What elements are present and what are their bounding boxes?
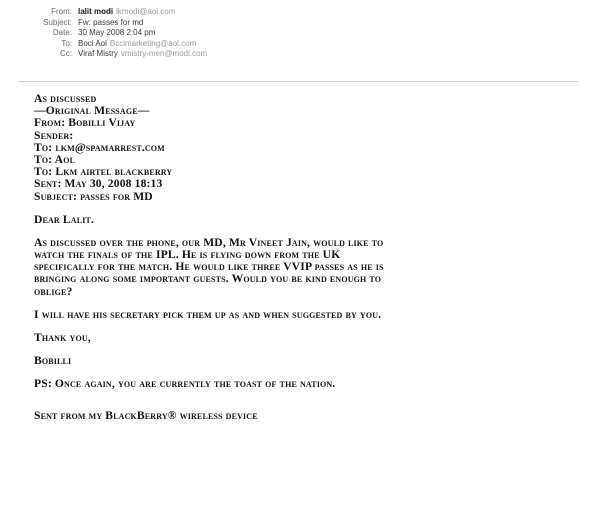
cc-label: Cc: [60,49,72,58]
email-body [34,93,574,422]
cc-name: Viraf Mistry [78,49,118,58]
from-row [18,7,578,18]
paragraph-1-line-4: bringing along some important guests. Would you be kind enough to [34,272,382,286]
signoff-name: Bobilli [34,354,72,368]
forwarded-sender: Sender: [34,128,74,142]
forwarded-subject: Subject: passes for MD [34,189,153,203]
date-label: Date: [52,28,72,37]
forwarded-to-2: To: Aol [34,152,76,166]
paragraph-1-line-1: As discussed over the phone, our MD, Mr Vineet Jain, would like to [34,235,384,249]
subject-row [18,18,578,29]
paragraph-2: I will have his secretary pick them up as and when suggested by you. [34,307,382,321]
forwarded-from: From: Bobilli Vijay [34,116,136,130]
to-email: Bccimarketing@aol.com [109,38,197,48]
forwarded-to-1: To: lkm@spamarrest.com [34,140,165,154]
email-header [18,7,578,60]
subject-label: Subject: [43,17,72,27]
to-row [18,39,578,50]
date-value: 30 May 2008 2:04 pm [78,28,156,37]
original-message-marker: —Original Message— [34,104,150,118]
device-footer: Sent from my BlackBerry® wireless device [34,408,258,422]
from-name: lalit modi [78,7,114,16]
to-name: Boci Aol [78,38,107,48]
header-divider [18,81,578,82]
cc-row [18,49,578,60]
postscript: PS: Once again, you are currently the toast of the nation. [34,377,336,391]
date-row [18,28,578,39]
forwarded-to-3: To: Lkm airtel blackberry [34,165,173,179]
cc-email: vmistry-men@modi.com [120,49,208,58]
subject-value: Fw: passes for md [78,17,144,27]
body-line-as-discussed: As discussed [34,92,97,105]
paragraph-1-line-5: oblige? [34,284,73,298]
forwarded-sent: Sent: May 30, 2008 18:13 [34,177,163,191]
greeting: Dear Lalit. [34,212,95,226]
from-email: lkmodi@aol.com [116,7,176,16]
to-label: To: [61,38,72,48]
thanks-line: Thank you, [34,331,91,344]
from-label: From: [51,7,72,16]
paragraph-1-line-2: watch the finals of the IPL. He is flying down from the UK [34,248,341,262]
paragraph-1-line-3: specifically for the match. He would like three VVIP passes as he is [34,260,384,274]
